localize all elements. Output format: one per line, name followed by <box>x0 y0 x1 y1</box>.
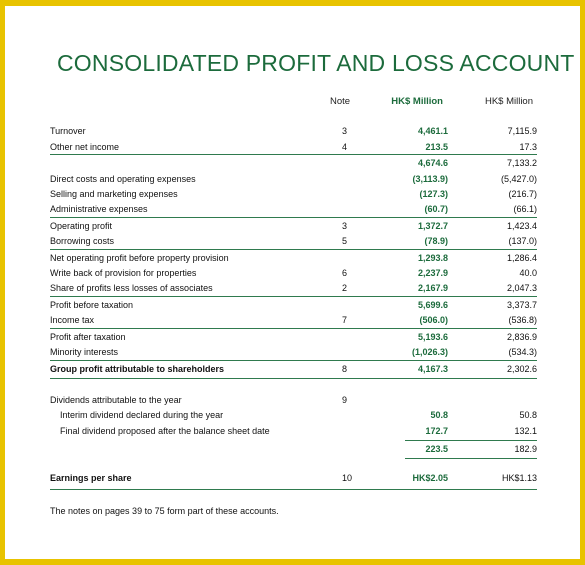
row-current-value: 172.7 <box>425 426 448 436</box>
row-note: 7 <box>342 315 348 325</box>
row-current-value: 1,372.7 <box>417 221 448 231</box>
row-label: Administrative expenses <box>50 204 148 214</box>
row-current-value: 5,699.6 <box>417 300 448 310</box>
row-current-value: (1,026.3) <box>411 347 448 357</box>
table-row <box>50 281 537 295</box>
column-header-current: HK$ Million <box>391 96 443 107</box>
row-previous-value: 182.9 <box>514 444 537 454</box>
row-divider <box>50 489 537 490</box>
row-previous-value: (137.0) <box>508 236 537 246</box>
row-label: Minority interests <box>50 347 119 357</box>
row-label: Group profit attributable to shareholders <box>50 364 225 374</box>
table-row <box>50 202 537 216</box>
row-previous-value: 50.8 <box>519 410 537 420</box>
row-label: Share of profits less losses of associates <box>50 283 213 293</box>
row-divider <box>50 249 537 250</box>
table-row <box>50 298 537 312</box>
subtotal-divider <box>405 440 537 441</box>
row-current-value: (78.9) <box>424 236 448 246</box>
row-previous-value: 132.1 <box>514 426 537 436</box>
column-header-previous: HK$ Million <box>484 96 533 107</box>
row-label: Write back of provision for properties <box>50 268 197 278</box>
row-label: Turnover <box>50 126 86 136</box>
row-previous-value: 17.3 <box>519 142 537 152</box>
table-row <box>50 424 537 438</box>
row-previous-value: (5,427.0) <box>500 174 537 184</box>
row-label: Earnings per share <box>50 473 132 483</box>
row-previous-value: 2,302.6 <box>506 364 537 374</box>
document-page <box>5 6 580 559</box>
row-label: Profit before taxation <box>50 300 134 310</box>
row-current-value: 213.5 <box>425 142 448 152</box>
row-divider <box>50 378 537 379</box>
table-row <box>50 362 537 376</box>
table-row <box>50 330 537 344</box>
row-label: Dividends attributable to the year <box>50 395 182 405</box>
row-current-value: HK$2.05 <box>412 473 448 483</box>
table-row <box>50 471 537 485</box>
row-label: Profit after taxation <box>50 332 126 342</box>
row-label: Interim dividend declared during the year <box>60 410 224 420</box>
row-label: Borrowing costs <box>50 236 115 246</box>
subtotal-divider <box>405 458 537 459</box>
row-divider <box>50 217 537 218</box>
row-note: 9 <box>342 395 348 405</box>
column-header-note: Note <box>330 96 351 107</box>
row-previous-value: 3,373.7 <box>506 300 537 310</box>
row-note: 2 <box>342 283 348 293</box>
row-current-value: 2,167.9 <box>417 283 448 293</box>
row-current-value: (60.7) <box>424 204 448 214</box>
table-row <box>50 442 537 456</box>
table-row <box>50 251 537 265</box>
row-divider <box>50 154 537 155</box>
row-previous-value: (536.8) <box>508 315 537 325</box>
row-divider <box>50 360 537 361</box>
row-previous-value: 2,836.9 <box>506 332 537 342</box>
table-row <box>50 140 537 154</box>
row-current-value: 1,293.8 <box>417 253 448 263</box>
row-note: 5 <box>342 236 348 246</box>
row-previous-value: (216.7) <box>508 189 537 199</box>
row-current-value: 2,237.9 <box>417 268 448 278</box>
row-label: Other net income <box>50 142 120 152</box>
row-note: 6 <box>342 268 348 278</box>
table-row <box>50 393 537 407</box>
table-row <box>50 266 537 280</box>
row-previous-value: (66.1) <box>513 204 537 214</box>
table-row <box>50 124 537 138</box>
row-current-value: 4,674.6 <box>417 158 448 168</box>
row-current-value: 223.5 <box>425 444 448 454</box>
row-previous-value: 2,047.3 <box>506 283 537 293</box>
table-row <box>50 345 537 359</box>
row-current-value: 50.8 <box>430 410 448 420</box>
row-note: 3 <box>342 221 348 231</box>
row-current-value: (506.0) <box>419 315 448 325</box>
table-row <box>50 156 537 170</box>
table-row <box>50 219 537 233</box>
row-previous-value: 1,286.4 <box>506 253 537 263</box>
table-row <box>50 313 537 327</box>
table-row <box>50 187 537 201</box>
row-current-value: (127.3) <box>419 189 448 199</box>
table-row <box>50 172 537 186</box>
row-current-value: 4,461.1 <box>417 126 448 136</box>
table-row <box>50 408 537 422</box>
row-divider <box>50 296 537 297</box>
row-previous-value: 1,423.4 <box>506 221 537 231</box>
row-previous-value: 40.0 <box>519 268 537 278</box>
row-label: Net operating profit before property provision <box>50 253 229 263</box>
table-row <box>50 234 537 248</box>
row-previous-value: 7,133.2 <box>506 158 537 168</box>
row-previous-value: (534.3) <box>508 347 537 357</box>
row-previous-value: 7,115.9 <box>507 126 537 136</box>
row-note: 3 <box>342 126 348 136</box>
row-label: Direct costs and operating expenses <box>50 174 196 184</box>
row-label: Selling and marketing expenses <box>50 189 178 199</box>
row-current-value: (3,113.9) <box>412 174 448 184</box>
row-current-value: 4,167.3 <box>417 364 448 374</box>
row-current-value: 5,193.6 <box>417 332 448 342</box>
row-note: 10 <box>342 473 353 483</box>
row-label: Income tax <box>50 315 95 325</box>
page-title: CONSOLIDATED PROFIT AND LOSS ACCOUNT <box>57 50 575 76</box>
row-divider <box>50 328 537 329</box>
row-label: Final dividend proposed after the balance sheet date <box>60 426 270 436</box>
row-label: Operating profit <box>50 221 113 231</box>
row-note: 4 <box>342 142 348 152</box>
row-previous-value: HK$1.13 <box>501 473 537 483</box>
footnote: The notes on pages 39 to 75 form part of these accounts. <box>50 506 279 516</box>
row-note: 8 <box>342 364 348 374</box>
